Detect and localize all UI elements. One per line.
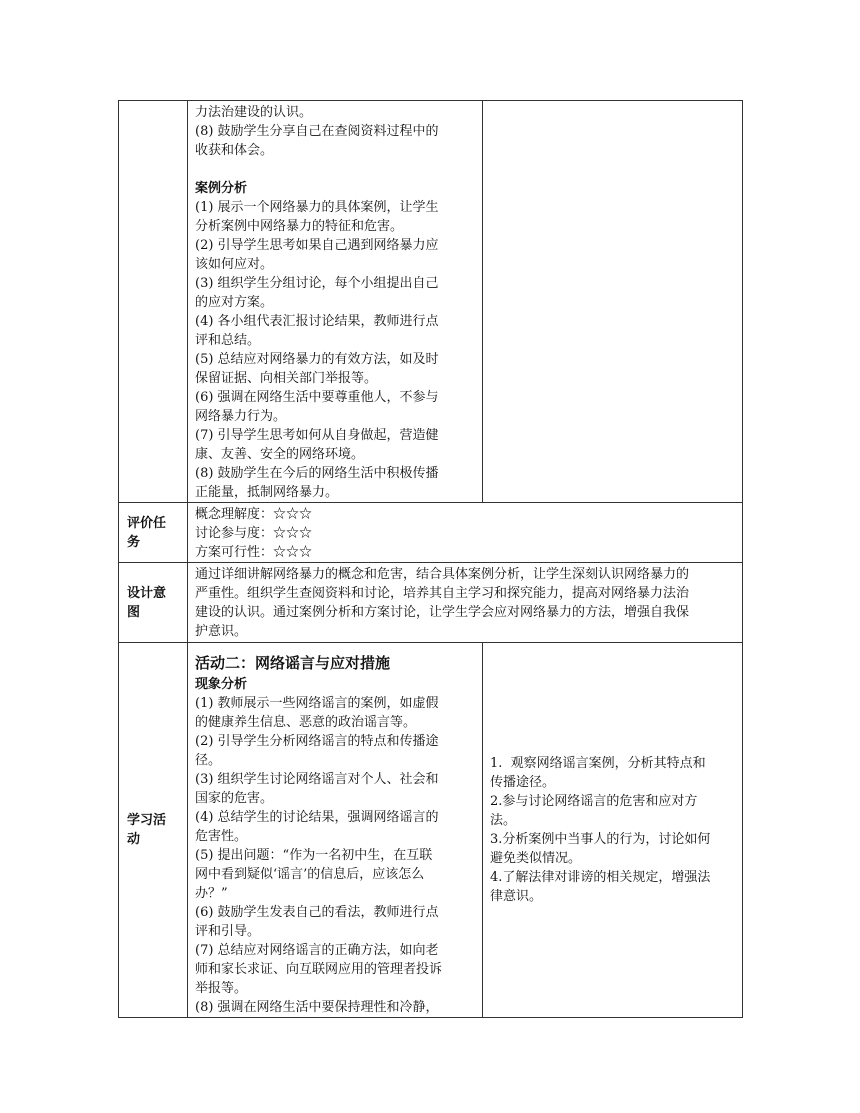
text-line: (4) 各小组代表汇报讨论结果，教师进行点 [195, 314, 439, 329]
text-line: 严重性。组织学生查阅资料和讨论，培养其自主学习和探究能力，提高对网络暴力法治 [195, 586, 690, 601]
student-task-line: 律意识。 [490, 889, 543, 904]
student-task-line: 2.参与讨论网络谣言的危害和应对方 [490, 794, 698, 809]
text-line: (7) 总结应对网络谣言的正确方法，如向老 [195, 943, 439, 958]
text-line: 保留证据、向相关部门举报等。 [195, 371, 378, 386]
lesson-plan-table [118, 100, 743, 1018]
text-line: 网络暴力行为。 [195, 409, 287, 424]
section-heading-case-analysis: 案例分析 [195, 181, 248, 196]
text-line: 分析案例中网络暴力的特征和危害。 [195, 219, 404, 234]
text-line: 国家的危害。 [195, 791, 274, 806]
text-line: 举报等。 [195, 981, 248, 996]
row-label-learning-activity: 学习活 [127, 813, 167, 828]
text-line: 网中看到疑似‘谣言’的信息后，应该怎么 [195, 867, 425, 882]
row-label-cell [119, 643, 188, 1018]
evaluation-item: 讨论参与度：☆☆☆ [195, 526, 313, 541]
text-line: 的应对方案。 [195, 295, 274, 310]
student-activity-cell [483, 643, 743, 1018]
text-line: 评和引导。 [195, 924, 261, 939]
student-task-line: 法。 [490, 813, 517, 828]
row-label-design-intent: 图 [127, 604, 141, 620]
text-line: 力法治建设的认识。 [195, 105, 313, 120]
evaluation-item: 概念理解度：☆☆☆ [195, 507, 313, 522]
row-label-cell-empty [119, 101, 188, 503]
table-row-evaluation [119, 503, 743, 563]
text-line: 该如何应对。 [195, 257, 274, 272]
text-line: (7) 引导学生思考如何从自身做起，营造健 [195, 428, 439, 443]
table-row-design-intent [119, 563, 743, 643]
blank-line [195, 160, 475, 179]
evaluation-content-cell [188, 503, 743, 563]
teacher-activity-cell [188, 101, 483, 503]
student-task-line: 3.分析案例中当事人的行为，讨论如何 [490, 832, 711, 847]
text-line: 办？” [195, 886, 228, 901]
text-line: 评和总结。 [195, 333, 261, 348]
text-line: 建设的认识。通过案例分析和方案讨论，让学生学会应对网络暴力的方法，增强自我保 [195, 605, 690, 620]
text-line: (3) 组织学生讨论网络谣言对个人、社会和 [195, 772, 439, 787]
text-line: (6) 鼓励学生发表自己的看法，教师进行点 [195, 905, 439, 920]
student-activity-cell-empty [483, 101, 743, 503]
text-line: (8) 鼓励学生分享自己在查阅资料过程中的 [195, 124, 439, 139]
student-task-line: 1. 观察网络谣言案例，分析其特点和 [490, 756, 706, 771]
text-line: (1) 教师展示一些网络谣言的案例，如虚假 [195, 696, 439, 711]
text-line: 收获和体会。 [195, 143, 274, 158]
row-label-learning-activity: 动 [127, 832, 141, 847]
text-line: 的健康养生信息、恶意的政治谣言等。 [195, 715, 417, 730]
table-row-activity-one [119, 101, 743, 503]
row-label-evaluation: 务 [127, 534, 141, 550]
student-task-line: 4.了解法律对诽谤的相关规定，增强法 [490, 870, 711, 885]
text-line: (5) 提出问题：“作为一名初中生，在互联 [195, 848, 433, 863]
design-intent-cell [188, 563, 743, 643]
row-label-evaluation: 评价任 [127, 515, 167, 531]
row-label-cell [119, 563, 188, 643]
text-line: (8) 强调在网络生活中要保持理性和冷静， [195, 1000, 439, 1015]
activity-title: 活动二：网络谣言与应对措施 [195, 654, 391, 672]
student-task-line: 传播途径。 [490, 775, 556, 790]
text-line: 通过详细讲解网络暴力的概念和危害，结合具体案例分析，让学生深刻认识网络暴力的 [195, 567, 690, 582]
text-line: 师和家长求证、向互联网应用的管理者投诉 [195, 962, 443, 977]
text-line: (8) 鼓励学生在今后的网络生活中积极传播 [195, 466, 439, 481]
text-line: (2) 引导学生分析网络谣言的特点和传播途 [195, 734, 439, 749]
text-line: (5) 总结应对网络暴力的有效方法，如及时 [195, 352, 439, 367]
student-task-line: 避免类似情况。 [490, 851, 582, 866]
text-line: 径。 [195, 753, 222, 768]
text-line: (6) 强调在网络生活中要尊重他人，不参与 [195, 390, 439, 405]
section-heading-phenomenon-analysis: 现象分析 [195, 677, 248, 692]
evaluation-item: 方案可行性：☆☆☆ [195, 545, 313, 560]
table-row-learning-activity [119, 643, 743, 1018]
text-line: (4) 总结学生的讨论结果，强调网络谣言的 [195, 810, 439, 825]
text-line: 护意识。 [195, 624, 248, 639]
row-label-design-intent: 设计意 [127, 585, 167, 601]
row-label-cell [119, 503, 188, 563]
teacher-activity-cell [188, 643, 483, 1018]
text-line: (1) 展示一个网络暴力的具体案例，让学生 [195, 200, 439, 215]
text-line: 危害性。 [195, 829, 248, 844]
text-line: 康、友善、安全的网络环境。 [195, 447, 365, 462]
text-line: (3) 组织学生分组讨论，每个小组提出自己 [195, 276, 439, 291]
text-line: 正能量，抵制网络暴力。 [195, 485, 339, 500]
text-line: (2) 引导学生思考如果自己遇到网络暴力应 [195, 238, 439, 253]
